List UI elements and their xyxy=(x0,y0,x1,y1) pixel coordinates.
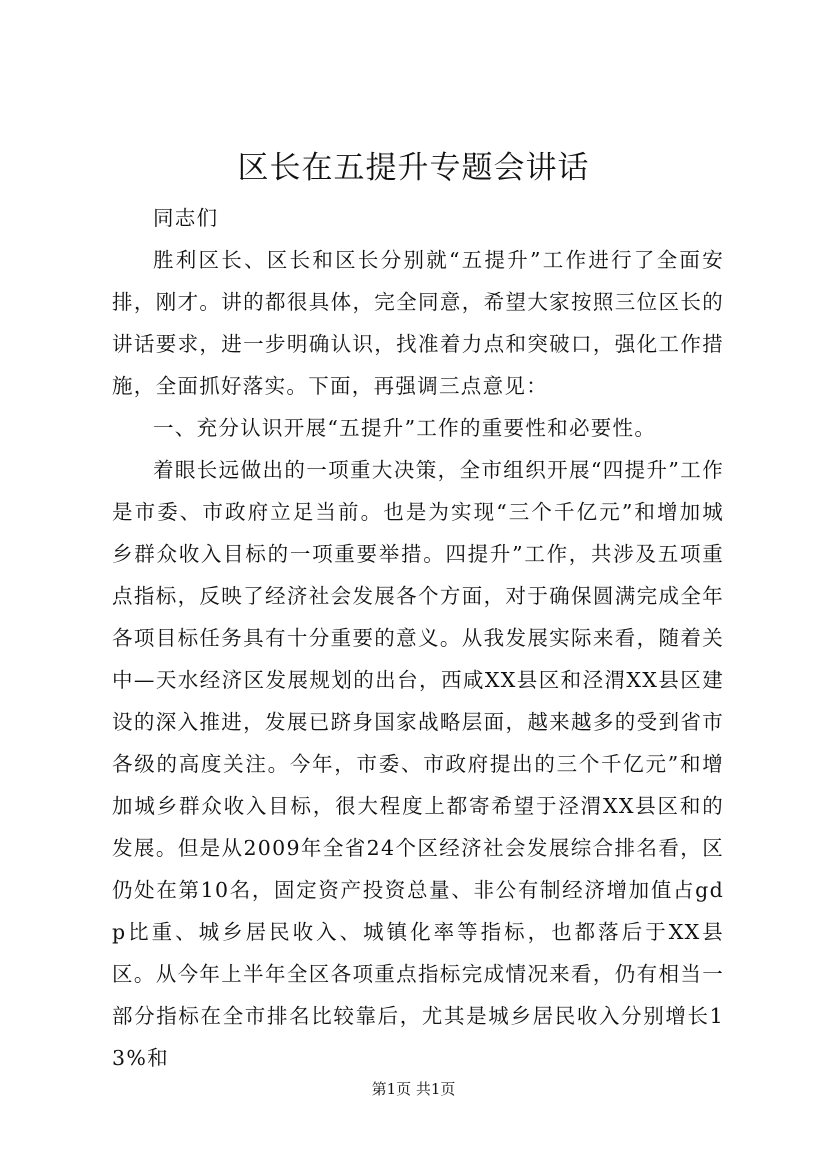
body-paragraph: 着眼长远做出的一项重大决策，全市组织开展“四提升”工作是市委、市政府立足当前。也是为实现“三个千亿元”和增加城乡群众收入目标的一项重要举措。四提升”工作，共涉及五项重点指标，反映了经济社会发展各个方面，对于确保圆满完成全年各项目标任务具有十分重要的意义。从我发展实际来看，随着关中—天水经济区发展规划的出台，西咸XX县区和泾渭XX县区建设的深入推进，发展已跻身国家战略层面，越来越多的受到省市各级的高度关注。今年，市委、市政府提出的三个千亿元”和增加城乡群众收入目标，很大程度上都寄希望于泾渭XX县区和的发展。但是从2009年全省24个区经济社会发展综合排名看，区仍处在第10名，固定资产投资总量、非公有制经济增加值占gdp比重、城乡居民收入、城镇化率等指标，也都落后于XX县区。从今年上半年全区各项重点指标完成情况来看，仍有相当一部分指标在全市排名比较靠后，尤其是城乡居民收入分别增长13%和 xyxy=(112,458,724,1070)
document-body xyxy=(112,197,724,1079)
section-heading-paragraph: 一、充分认识开展“五提升”工作的重要性和必要性。 xyxy=(153,416,657,440)
salutation-paragraph: 同志们 xyxy=(153,206,219,230)
page-footer: 第1页 共1页 xyxy=(371,1080,456,1098)
body-paragraph: 胜利区长、区长和区长分别就“五提升”工作进行了全面安排，刚才。讲的都很具体，完全同意，希望大家按照三位区长的讲话要求，进一步明确认识，找准着力点和突破口，强化工作措施，全面抓好落实。下面，再强调三点意见： xyxy=(112,248,724,398)
document-title: 区长在五提升专题会讲话 xyxy=(237,150,590,186)
